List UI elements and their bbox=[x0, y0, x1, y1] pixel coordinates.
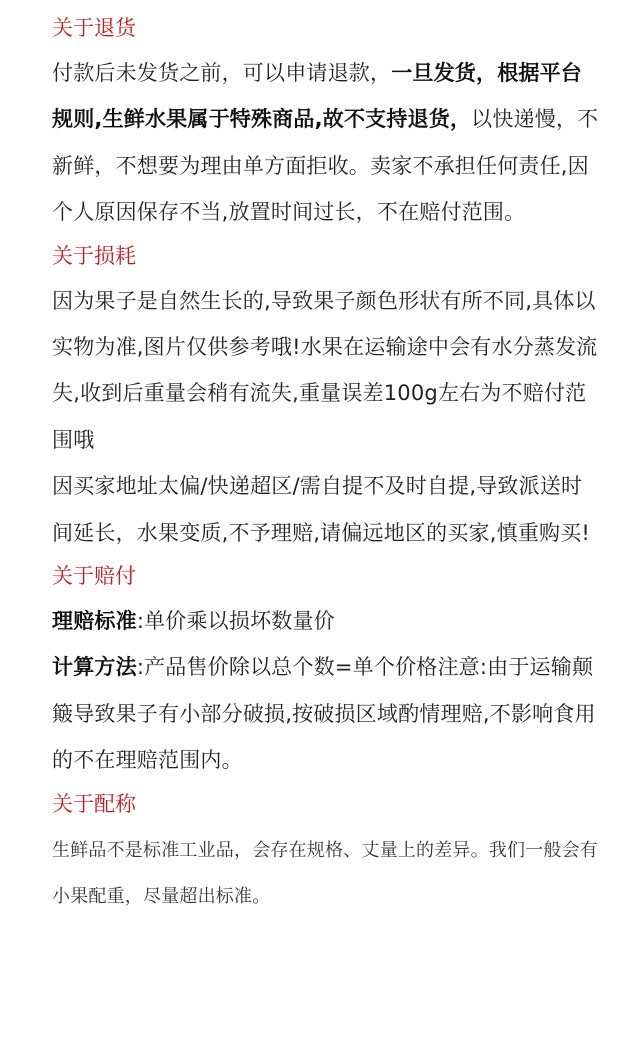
compensation-standard-label: 理赔标准 bbox=[52, 609, 137, 634]
compensation-method bbox=[52, 644, 600, 783]
section-title-returns: 关于退货 bbox=[52, 16, 136, 40]
loss-paragraph-1 bbox=[52, 278, 600, 464]
loss-text-2: 因买家地址太偏/快递超区/需自提不及时自提,导致派送时间延长，水果变质,不予理赔,请偏远地区的买家,慎重购买! bbox=[52, 474, 591, 545]
weighing-paragraph bbox=[52, 828, 600, 920]
returns-text-1: 付款后未发货之前，可以申请退款， bbox=[52, 61, 392, 85]
weighing-text: 生鲜品不是标准工业品，会存在规格、丈量上的差异。我们一般会有小果配重，尽量超出标准。 bbox=[52, 839, 598, 907]
compensation-standard-text: :单价乘以损坏数量价 bbox=[136, 609, 335, 634]
section-title-loss: 关于损耗 bbox=[52, 243, 136, 268]
returns-text-2-bold: 一旦发货，根据平台规则,生鲜水果属于特殊商品,故不支持退货， bbox=[52, 61, 583, 132]
loss-paragraph-2 bbox=[52, 463, 600, 556]
compensation-standard bbox=[52, 598, 600, 644]
compensation-method-label: 计算方法 bbox=[52, 655, 137, 680]
returns-paragraph bbox=[52, 50, 600, 236]
loss-text-1: 因为果子是自然生长的,导致果子颜色形状有所不同,具体以实物为准,图片仅供参考哦!水果在运输途中会有水分蒸发流失,收到后重量会稍有流失,重量误差100g左右为不赔付范围哦 bbox=[52, 288, 598, 452]
returns-text-3: 以快递慢，不新鲜，不想要为理由单方面拒收。卖家不承担任何责任,因个人原因保存不当,放置时间过长，不在赔付范围。 bbox=[52, 107, 599, 225]
compensation-method-text: :产品售价除以总个数=单个价格注意:由于运输颠簸导致果子有小部分破损,按破损区域酌情理赔,不影响食用的不在理赔范围内。 bbox=[52, 655, 596, 773]
section-title-compensation: 关于赔付 bbox=[52, 564, 136, 589]
section-title-weighing: 关于配称 bbox=[52, 791, 136, 816]
